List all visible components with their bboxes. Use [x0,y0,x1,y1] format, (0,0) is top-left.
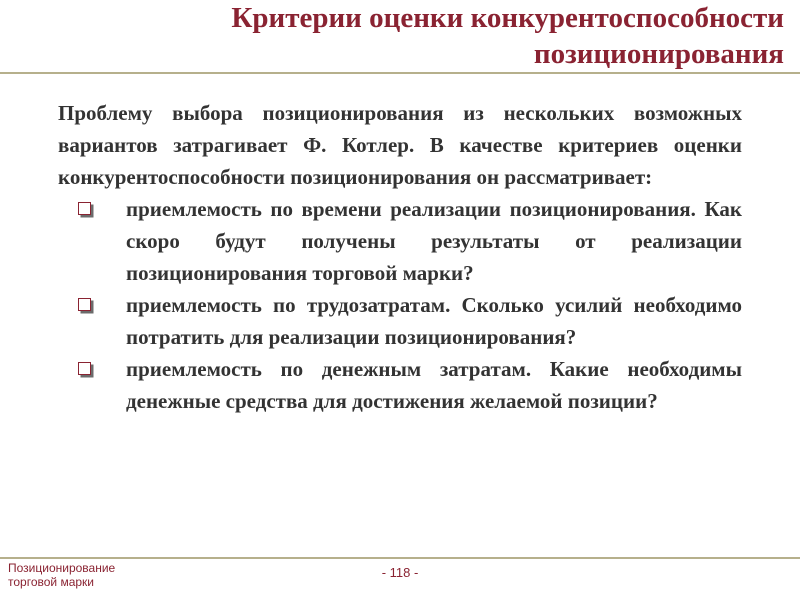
title-line-2: позиционирования [533,38,784,70]
slide-body [58,97,742,417]
list-item-text: приемлемость по времени реализации позиционирования. Как скоро будут получены результаты от реализации позиционирования торговой марки? [126,197,742,285]
list-item [58,289,742,353]
list-item [58,353,742,417]
header-divider [0,72,800,74]
list-item-text: приемлемость по денежным затратам. Какие необходимы денежные средства для достижения желаемой позиции? [126,357,742,413]
checkbox-square-icon [78,202,91,215]
list-item-text: приемлемость по трудозатратам. Сколько усилий необходимо потратить для реализации позиционирования? [126,293,742,349]
page-number: - 118 - [381,565,419,580]
intro-paragraph: Проблему выбора позиционирования из нескольких возможных вариантов затрагивает Ф. Котлер. В качестве критериев оценки конкурентоспособности позиционирования он рассматривает: [58,101,742,189]
list-item [58,193,742,289]
footer-divider [0,557,800,559]
checkbox-square-icon [78,362,91,375]
footer-line-2: торговой марки [8,575,94,589]
footer-line-1: Позиционирование [8,561,116,575]
criteria-list [58,193,742,417]
checkbox-square-icon [78,298,91,311]
title-line-1: Критерии оценки конкурентоспособности [231,2,784,34]
footer-caption [8,561,115,589]
page-title [44,0,784,72]
